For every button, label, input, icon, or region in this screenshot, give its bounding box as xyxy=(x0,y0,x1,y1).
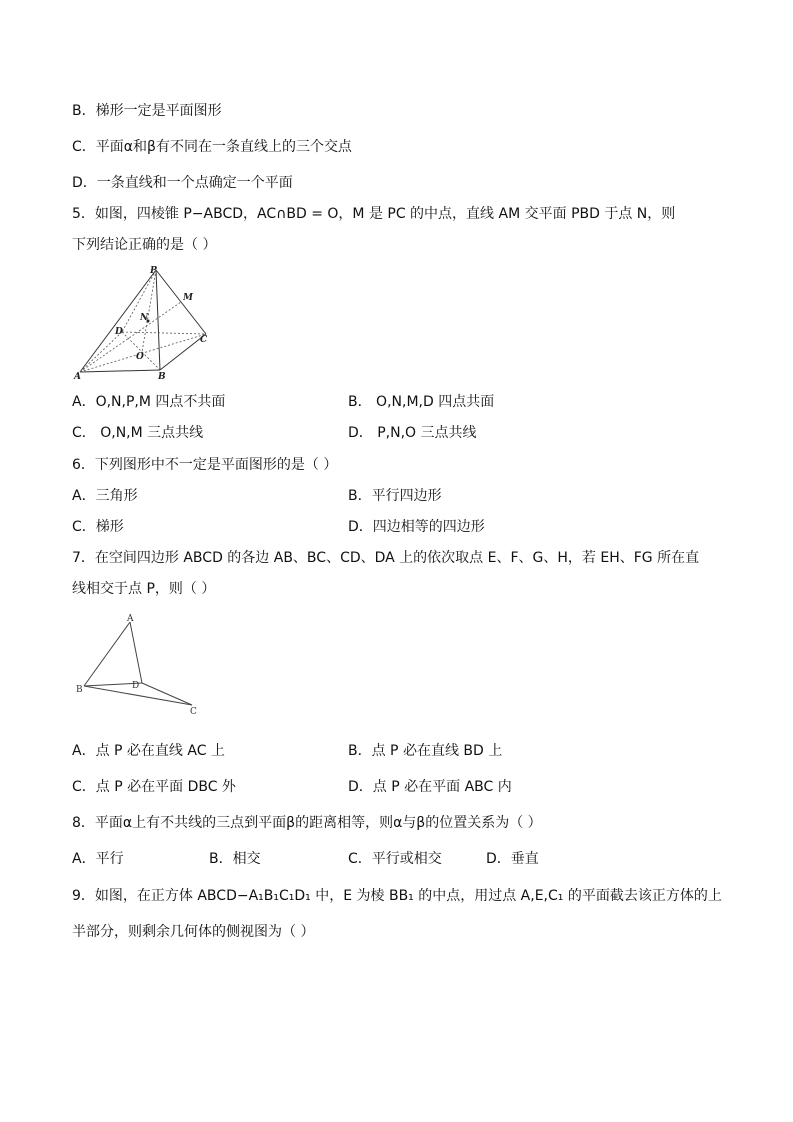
q6-option-a: A．三角形 xyxy=(72,488,138,504)
q5-stem-line1: 5．如图，四棱锥 P−ABCD，AC∩BD = O，M 是 PC 的中点，直线 AM 交平面 PBD 于点 N，则 xyxy=(72,206,676,222)
q6-option-d: D．四边相等的四边形 xyxy=(348,519,485,535)
label-d: D xyxy=(115,327,123,337)
q8-stem: 8．平面α上有不共线的三点到平面β的距离相等，则α与β的位置关系为（ ） xyxy=(72,815,542,831)
q5-stem-line2: 下列结论正确的是（ ） xyxy=(72,237,217,253)
label-m: M xyxy=(183,293,193,303)
q6-option-c: C．梯形 xyxy=(72,519,124,535)
label-p: P xyxy=(150,266,157,276)
label-c: C xyxy=(190,707,197,717)
label-a: A xyxy=(74,372,81,380)
label-c: C xyxy=(200,335,208,345)
q5-option-b: B． O,N,M,D 四点共面 xyxy=(348,394,495,410)
label-n: N xyxy=(140,313,149,323)
q5-option-d: D． P,N,O 三点共线 xyxy=(348,425,477,441)
label-b: B xyxy=(158,372,166,380)
label-b: B xyxy=(76,685,83,695)
q9-stem-line1: 9．如图，在正方体 ABCD−A₁B₁C₁D₁ 中，E 为棱 BB₁ 的中点，用过点 A,E,C₁ 的平面截去该正方体的上 xyxy=(72,888,722,904)
q6-stem: 6．下列图形中不一定是平面图形的是（ ） xyxy=(72,457,338,473)
q6-option-b: B．平行四边形 xyxy=(348,488,442,504)
q7-stem-line1: 7．在空间四边形 ABCD 的各边 AB、BC、CD、DA 上的依次取点 E、F、G、H，若 EH、FG 所在直 xyxy=(72,550,700,566)
q7-option-b: B．点 P 必在直线 BD 上 xyxy=(348,743,503,759)
q7-option-c: C．点 P 必在平面 DBC 外 xyxy=(72,779,236,795)
q8-option-b: B．相交 xyxy=(209,851,261,867)
q9-stem-line2: 半部分，则剩余几何体的侧视图为（ ） xyxy=(72,924,315,940)
q8-option-d: D．垂直 xyxy=(486,851,539,867)
label-o: O xyxy=(136,352,144,362)
label-a: A xyxy=(127,614,134,624)
q7-option-d: D．点 P 必在平面 ABC 内 xyxy=(348,779,512,795)
q7-stem-line2: 线相交于点 P，则（ ） xyxy=(72,581,216,597)
space-quadrilateral-figure xyxy=(72,610,207,720)
q8-option-c: C．平行或相交 xyxy=(348,851,442,867)
q7-option-a: A．点 P 必在直线 AC 上 xyxy=(72,743,225,759)
pyramid-figure xyxy=(72,264,222,380)
q5-option-c: C． O,N,M 三点共线 xyxy=(72,425,204,441)
q4-option-c: C．平面α和β有不同在一条直线上的三个交点 xyxy=(72,139,352,155)
q8-option-a: A．平行 xyxy=(72,851,124,867)
label-d: D xyxy=(132,681,140,691)
q4-option-d: D．一条直线和一个点确定一个平面 xyxy=(72,175,293,191)
q4-option-b: B．梯形一定是平面图形 xyxy=(72,103,222,119)
q5-option-a: A．O,N,P,M 四点不共面 xyxy=(72,394,226,410)
